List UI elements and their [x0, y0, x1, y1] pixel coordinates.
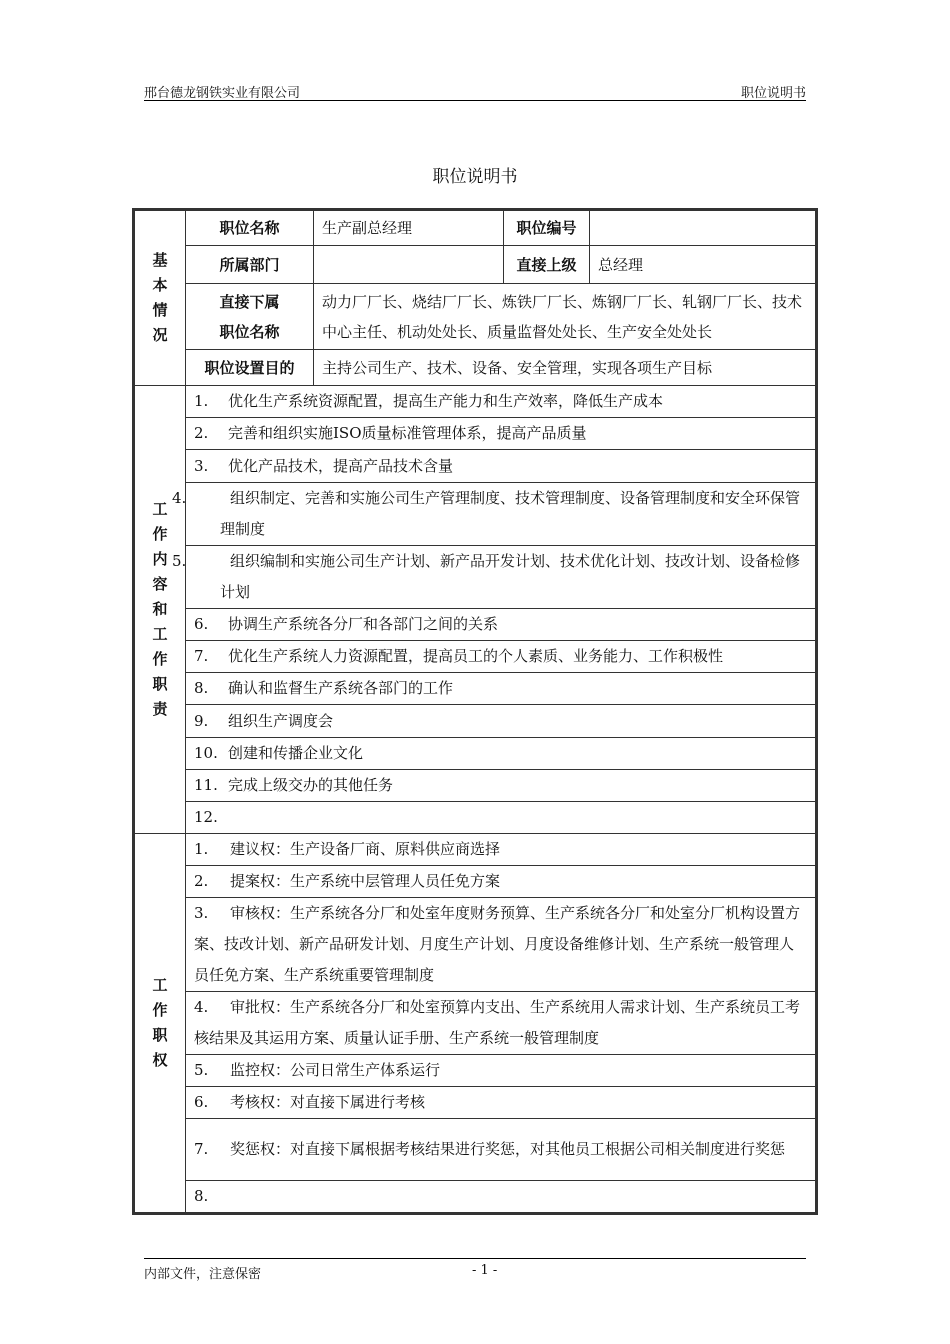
authority-row	[134, 1119, 817, 1181]
company-name: 邢台德龙钢铁实业有限公司	[144, 86, 301, 101]
duty-row	[134, 802, 817, 834]
duty-item: 2. 完善和组织实施ISO质量标准管理体系，提高产品质量	[186, 418, 817, 450]
duty-item: 6. 协调生产系统各分厂和各部门之间的关系	[186, 609, 817, 641]
page-number: - 1 -	[472, 1263, 498, 1278]
authority-item: 1. 建议权：生产设备厂商、原料供应商选择	[186, 834, 817, 866]
page-header	[144, 82, 806, 101]
duty-row	[134, 673, 817, 705]
subordinates-value: 动力厂厂长、烧结厂厂长、炼铁厂厂长、炼钢厂厂长、轧钢厂厂长、技术中心主任、机动处处长、质量监督处处长、生产安全处处长	[314, 284, 817, 350]
duty-item: 7. 优化生产系统人力资源配置，提高员工的个人素质、业务能力、工作积极性	[186, 641, 817, 673]
authority-item: 2. 提案权：生产系统中层管理人员任免方案	[186, 866, 817, 898]
authority-row	[134, 898, 817, 992]
authority-row	[134, 1087, 817, 1119]
purpose-value: 主持公司生产、技术、设备、安全管理，实现各项生产目标	[314, 350, 817, 386]
duty-row	[134, 483, 817, 546]
row-subordinates	[134, 284, 817, 350]
authority-item: 5. 监控权：公司日常生产体系运行	[186, 1055, 817, 1087]
duty-row	[134, 418, 817, 450]
authority-item: 6. 考核权：对直接下属进行考核	[186, 1087, 817, 1119]
superior-label: 直接上级	[504, 246, 590, 284]
duty-item: 4. 组织制定、完善和实施公司生产管理制度、技术管理制度、设备管理制度和安全环保管理制度	[186, 483, 817, 546]
authority-row	[134, 992, 817, 1055]
duty-row	[134, 738, 817, 770]
row-purpose	[134, 350, 817, 386]
department-value	[314, 246, 504, 284]
duty-item: 3. 优化产品技术，提高产品技术含量	[186, 450, 817, 483]
confidential-note: 内部文件，注意保密	[144, 1267, 262, 1282]
department-label: 所属部门	[186, 246, 314, 284]
duty-row	[134, 609, 817, 641]
duty-item: 1. 优化生产系统资源配置，提高生产能力和生产效率，降低生产成本	[186, 386, 817, 418]
authority-item: 7. 奖惩权：对直接下属根据考核结果进行奖惩，对其他员工根据公司相关制度进行奖惩	[186, 1119, 817, 1181]
authority-row	[134, 1181, 817, 1214]
purpose-label: 职位设置目的	[186, 350, 314, 386]
duty-item: 12.	[186, 802, 817, 834]
authority-item: 4. 审批权：生产系统各分厂和处室预算内支出、生产系统用人需求计划、生产系统员工考核结果及其运用方案、质量认证手册、生产系统一般管理制度	[186, 992, 817, 1055]
authority-row	[134, 834, 817, 866]
duty-row	[134, 546, 817, 609]
authority-item: 8.	[186, 1181, 817, 1214]
duty-item: 10. 创建和传播企业文化	[186, 738, 817, 770]
duty-row	[134, 705, 817, 738]
job-description-table	[132, 208, 818, 1215]
duty-item: 9. 组织生产调度会	[186, 705, 817, 738]
duty-item: 11. 完成上级交办的其他任务	[186, 770, 817, 802]
duty-row	[134, 386, 817, 418]
duty-item: 5. 组织编制和实施公司生产计划、新产品开发计划、技术优化计划、技改计划、设备检修计划	[186, 546, 817, 609]
position-code-label: 职位编号	[504, 210, 590, 246]
section-duties: 工 作 内 容 和 工 作 职 责	[134, 386, 186, 834]
row-position-name	[134, 210, 817, 246]
authority-row	[134, 866, 817, 898]
duty-row	[134, 450, 817, 483]
authority-item: 3. 审核权：生产系统各分厂和处室年度财务预算、生产系统各分厂和处室分厂机构设置方案、技改计划、新产品研发计划、月度生产计划、月度设备维修计划、生产系统一般管理人员任免方案、生产系统重要管理制度	[186, 898, 817, 992]
page-title: 职位说明书	[432, 167, 518, 187]
section-authority: 工 作 职 权	[134, 834, 186, 1214]
authority-row	[134, 1055, 817, 1087]
duty-item: 8. 确认和监督生产系统各部门的工作	[186, 673, 817, 705]
position-name-label: 职位名称	[186, 210, 314, 246]
superior-value: 总经理	[590, 246, 817, 284]
page-footer	[144, 1258, 806, 1282]
position-name-value: 生产副总经理	[314, 210, 504, 246]
row-department	[134, 246, 817, 284]
duty-row	[134, 641, 817, 673]
subordinates-label: 直接下属 职位名称	[186, 284, 314, 350]
doc-type: 职位说明书	[740, 86, 806, 101]
duty-row	[134, 770, 817, 802]
position-code-value	[590, 210, 817, 246]
section-basic: 基 本 情 况	[134, 210, 186, 386]
